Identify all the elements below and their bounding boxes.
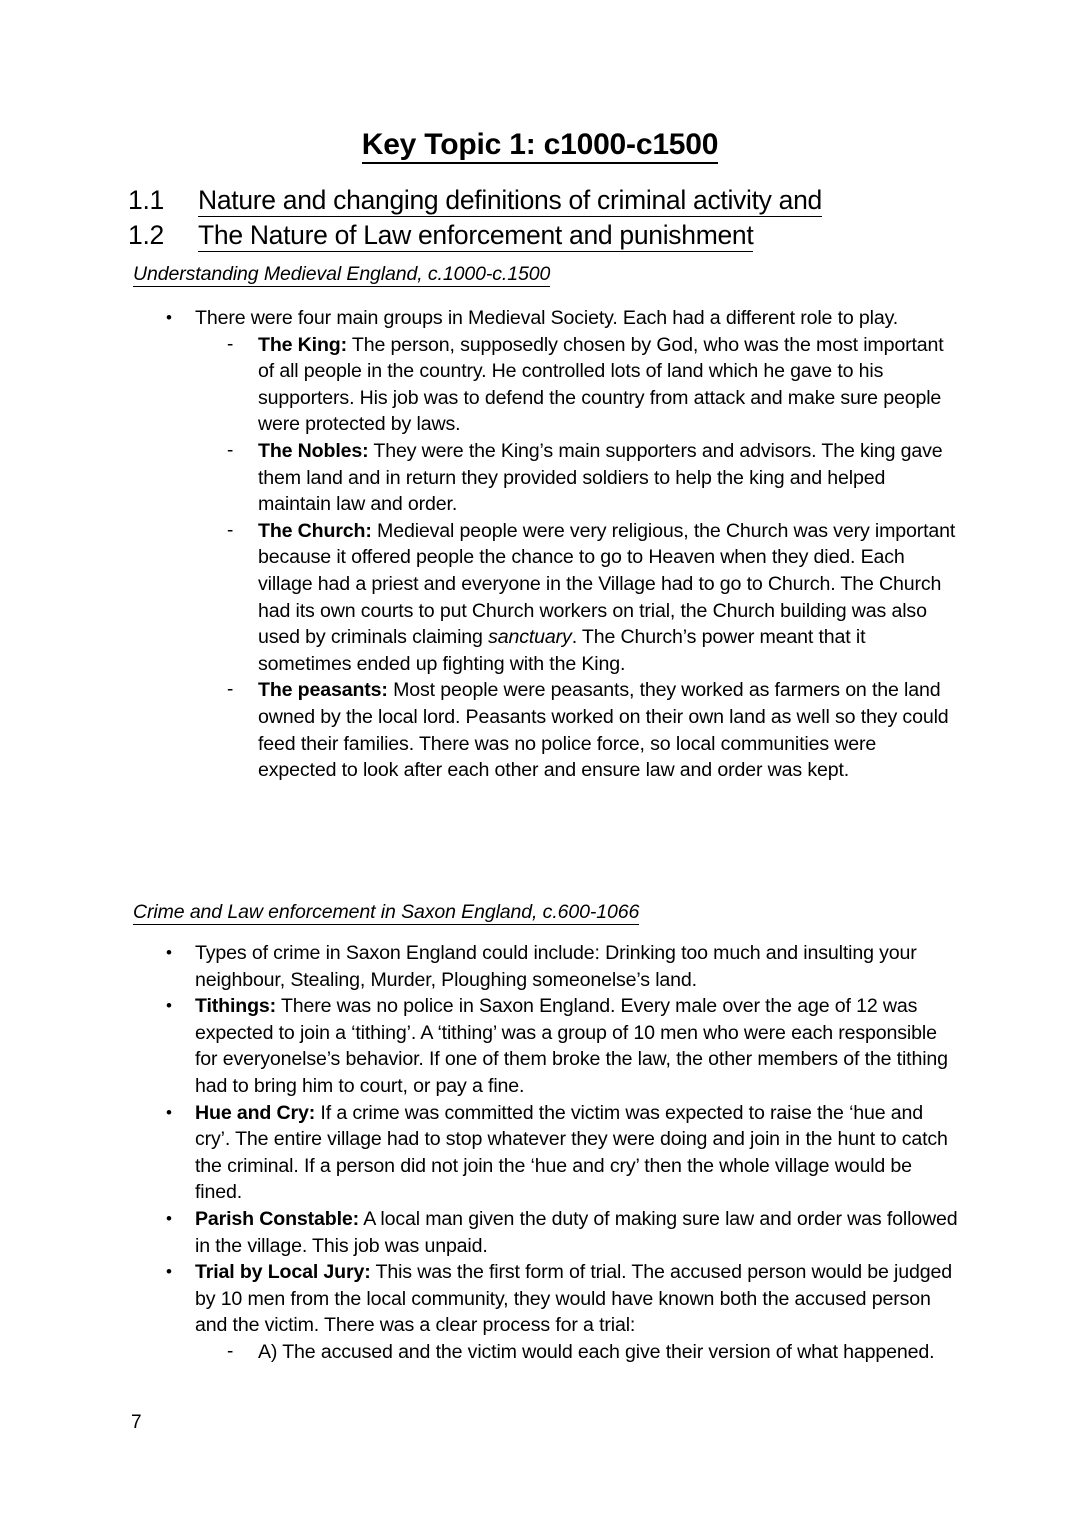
list-item-text-before-emphasis: Medieval people were very religious, the Church was very important because it offered people the chance to go to Heaven when they died. Each village had a priest and everyone in the Village had to go to Church. The Church had its own courts to put Church workers on trial, the Church building was also used by criminals claiming — [258, 519, 956, 649]
bullet-dash-icon: - — [227, 1340, 234, 1362]
heading-number-1-2: 1.2 — [128, 220, 164, 250]
list-item — [195, 1339, 958, 1366]
page-title — [0, 128, 1080, 162]
list-item-text: Types of crime in Saxon England could include: Drinking too much and insulting your neighbour, Stealing, Murder, Ploughing someonelse’s land. — [195, 942, 917, 991]
list-item-text: A local man given the duty of making sure law and order was followed in the village. This job was unpaid. — [195, 1207, 958, 1257]
list-item-text: If a crime was committed the victim was expected to raise the ‘hue and cry’. The entire village had to stop whatever they were doing and join in the hunt to catch the criminal. If a person did not join the ‘hue and cry’ then the whole village would be fined. — [195, 1101, 948, 1204]
list-item — [195, 438, 958, 518]
numbered-heading-1-1 — [128, 185, 958, 216]
heading-text-1-1: Nature and changing definitions of criminal activity and — [198, 185, 822, 215]
list-item-text: Most people were peasants, they worked as farmers on the land owned by the local lord. Peasants worked on their own land as well so they could feed their families. There was no police force, so local communities were expected to look after each other and ensure law and order was kept. — [258, 679, 949, 782]
bullet-dot-icon: • — [166, 1102, 172, 1122]
bullet-dot-icon: • — [166, 1262, 172, 1282]
list-item — [128, 993, 958, 1099]
list-item-text: There were four main groups in Medieval Society. Each had a different role to play. — [195, 307, 899, 329]
list-item — [195, 332, 958, 438]
bullet-dot-icon: • — [166, 996, 172, 1016]
list-item — [128, 1206, 958, 1259]
list-item — [128, 1259, 958, 1365]
list-item-label: Tithings: — [195, 995, 277, 1018]
section-heading-understanding-medieval-england — [133, 263, 550, 286]
list-item-label: The King: — [258, 333, 347, 356]
list-item-text: They were the King’s main supporters and advisors. The king gave them land and in return they provided soldiers to help the king and helped maintain law and order. — [258, 439, 943, 516]
bullet-list-level-2 — [195, 332, 958, 784]
list-item — [128, 1100, 958, 1206]
bullet-list-level-2 — [195, 1339, 958, 1366]
heading-number-1-1: 1.1 — [128, 185, 164, 215]
section-heading-text: Crime and Law enforcement in Saxon England, c.600-1066 — [133, 901, 640, 923]
list-item-text: The person, supposedly chosen by God, who was the most important of all people in the country. He controlled lots of land which he gave to his supporters. His job was to defend the country from attack and make sure people were protected by laws. — [258, 333, 944, 436]
list-item-label: Trial by Local Jury: — [195, 1261, 371, 1284]
bullet-dot-icon: • — [166, 1208, 172, 1228]
list-item-label: The Church: — [258, 519, 372, 542]
bullet-dot-icon: • — [166, 943, 172, 962]
list-item-text: There was no police in Saxon England. Every male over the age of 12 was expected to join a ‘tithing’. A ‘tithing’ was a group of 10 men who were each responsible for everyonelse’s behavior. If one of them broke the law, the other members of the tithing had to bring him to court, or pay a fine. — [195, 995, 948, 1097]
list-item-label: Parish Constable: — [195, 1207, 360, 1230]
list-item-text-after-emphasis: . The Church’s power meant that it sometimes ended up fighting with the King. — [258, 626, 866, 675]
section-heading-crime-and-law-enforcement-saxon-england — [133, 901, 639, 924]
bullet-list-level-1 — [128, 305, 958, 784]
numbered-heading-1-2 — [128, 220, 958, 251]
page-number: 7 — [131, 1412, 142, 1433]
bullet-dash-icon: - — [227, 439, 234, 461]
list-item-label: Hue and Cry: — [195, 1101, 316, 1124]
bullet-dash-icon: - — [227, 519, 234, 541]
list-item-label: The peasants: — [258, 679, 388, 702]
list-item — [195, 518, 958, 678]
bullet-dash-icon: - — [227, 333, 234, 355]
section-body-understanding-medieval-england — [128, 305, 958, 784]
section-body-crime-and-law-enforcement-saxon-england — [128, 940, 958, 1366]
list-item-text: This was the first form of trial. The accused person would be judged by 10 men from the local community, they would have known both the accused person and the victim. There was a clear process for a trial: — [195, 1261, 952, 1337]
list-item — [195, 677, 958, 783]
section-heading-text: Understanding Medieval England, c.1000-c.1500 — [133, 263, 551, 285]
list-item — [128, 305, 958, 784]
list-item-label: The Nobles: — [258, 439, 369, 462]
list-item — [128, 940, 958, 993]
bullet-dash-icon: - — [227, 679, 234, 701]
bullet-dot-icon: • — [166, 308, 172, 327]
list-item-text: A) The accused and the victim would each give their version of what happened. — [258, 1340, 935, 1363]
page-title-text: Key Topic 1: c1000-c1500 — [362, 128, 719, 164]
list-item-emphasis-word: sanctuary — [488, 626, 572, 649]
heading-text-1-2: The Nature of Law enforcement and punishment — [198, 220, 754, 250]
bullet-list-level-1 — [128, 940, 958, 1366]
